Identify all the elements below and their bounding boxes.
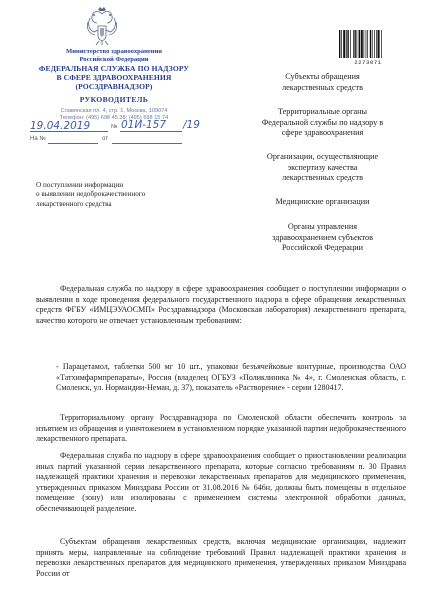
recipient-1-line2: лекарственных средств xyxy=(282,82,363,92)
reference-date-underline xyxy=(112,143,182,144)
barcode-bar xyxy=(381,30,382,58)
body-paragraph-3: Федеральная служба по надзору в сфере здравоохранения сообщает о приостановлении реализации иных партий указанной серии лекарственного препарата, которые согласно требованиям п. 30 Правил надлежащей практики хранения и перевозки лекарственных препаратов для медицинского применения, утвержденных приказом Минздрава России от 31.08.2016 № 646н, должны быть помещены в отдельное помещение (зону) или изолированы с применением системы электронной обработки данных, обеспечивающей разделение. xyxy=(36,451,406,513)
barcode-number: 2273071 xyxy=(354,59,382,66)
barcode-bar xyxy=(372,30,373,58)
barcode-bar xyxy=(367,30,368,58)
barcode-bar xyxy=(366,30,367,58)
barcode-bar xyxy=(357,30,358,58)
barcode-bar xyxy=(354,30,355,58)
barcode-bar xyxy=(341,30,342,58)
reg-date-handwritten: 19.04.2019 xyxy=(30,120,91,132)
barcode-bar xyxy=(353,30,354,58)
barcode-bar xyxy=(339,30,340,58)
ministry-name-line2: Российской Федерации xyxy=(79,56,149,63)
recipient-2-line2: Федеральной службы по надзору в xyxy=(261,117,384,127)
barcode-bar xyxy=(346,30,347,58)
subject-line2: о выявлении недоброкачественного xyxy=(36,190,146,199)
letter-subject xyxy=(36,181,186,209)
barcode-bar xyxy=(343,30,345,58)
recipient-5 xyxy=(240,222,405,254)
recipient-1 xyxy=(240,72,405,93)
service-name-line1: ФЕДЕРАЛЬНАЯ СЛУЖБА ПО НАДЗОРУ xyxy=(38,64,190,73)
address-line2: Телефон: (495) 698 45 38; (495) 698 15 74 xyxy=(59,115,169,121)
reference-number-underline xyxy=(48,143,98,144)
recipient-3-line2: экспертизу качества xyxy=(287,162,358,172)
body-paragraph-1: Федеральная служба по надзору в сфере здравоохранения сообщает о поступлении информации о выявлении в ходе проведения федерального государственного надзора в сфере обращения лекарственных средств ФГБУ «ИМЦЭУАОСМП» Росздравнадзора (Московская лаборатория) лекарственного препарата, качество которого не отвечает установленным требованиям: xyxy=(36,284,406,325)
subject-line1: О поступлении информации xyxy=(36,181,124,189)
reg-number-label: № xyxy=(111,124,118,130)
barcode-bar xyxy=(361,30,363,58)
recipient-3-line1: Организации, осуществляющие xyxy=(266,152,379,161)
service-name-line2: В СФЕРЕ ЗДРАВООХРАНЕНИЯ xyxy=(56,73,172,82)
barcode-bar xyxy=(364,30,365,58)
subject-line3: лекарственного средства xyxy=(36,199,112,208)
address-line1: Славянская пл. 4, стр. 1, Москва, 109074 xyxy=(60,108,168,114)
reg-number-underline xyxy=(120,131,182,132)
document-barcode xyxy=(338,30,398,58)
barcode-bar xyxy=(347,30,348,58)
recipient-2 xyxy=(240,107,405,139)
service-abbreviation: (РОСЗДРАВНАДЗОР) xyxy=(75,82,153,91)
recipient-2-line3: сфере здравоохранения xyxy=(281,128,364,138)
recipient-3 xyxy=(240,152,405,184)
ministry-name-line1: Министерство здравоохранения xyxy=(66,48,162,55)
body-list-item-1: - Парацетамол, таблетки 500 мг 10 шт., упаковки безъячейковые контурные, производства ОАО «Татхимфармпрепараты», Россия (владелец ОГБУЗ «Поликлиника № 4», г. Смоленская область, г. Смоленск, ул. Нормандии-Неман, д. 37), показатель «Растворение» - серии 1280417. xyxy=(56,362,406,393)
recipient-5-line3: Российской Федерации xyxy=(281,243,364,253)
barcode-bar xyxy=(370,30,371,58)
barcode-bar xyxy=(350,30,351,58)
recipient-3-line3: лекарственных средств xyxy=(282,173,363,183)
coat-of-arms-emblem xyxy=(84,6,120,46)
body-paragraph-4: Субъектам обращения лекарственных средств, включая медицинские организации, надлежит принять меры, направленные на соблюдение требований Правил надлежащей практики хранения и перевозки лекарственных препаратов для медицинского применения, утвержденных приказом Минздрава России от xyxy=(36,537,406,578)
reg-number-handwritten: 01И-157 xyxy=(121,119,167,131)
barcode-bar xyxy=(378,30,380,58)
reference-number-label: На № xyxy=(30,136,46,142)
reg-number-suffix: /19 xyxy=(183,119,200,131)
head-title: РУКОВОДИТЕЛЬ xyxy=(79,95,149,104)
recipient-4-line1: Медицинские организации xyxy=(275,197,370,206)
barcode-bar xyxy=(376,30,377,58)
reference-date-label: от xyxy=(102,136,108,142)
recipient-1-line1: Субъекты обращения xyxy=(285,72,360,81)
recipient-4 xyxy=(240,197,405,208)
barcode-bar xyxy=(359,30,360,58)
barcode-bar xyxy=(374,30,375,58)
recipient-2-line1: Территориальные органы xyxy=(277,107,368,116)
recipient-5-line2: здравоохранением субъектов xyxy=(272,232,373,242)
body-paragraph-2: Территориальному органу Росздравнадзора по Смоленской области обеспечить контроль за изъятием из обращения и уничтожением в установленном порядке указанной партии недоброкачественного лекарственного препарата. xyxy=(36,413,406,444)
recipient-5-line1: Органы управления xyxy=(287,222,358,231)
